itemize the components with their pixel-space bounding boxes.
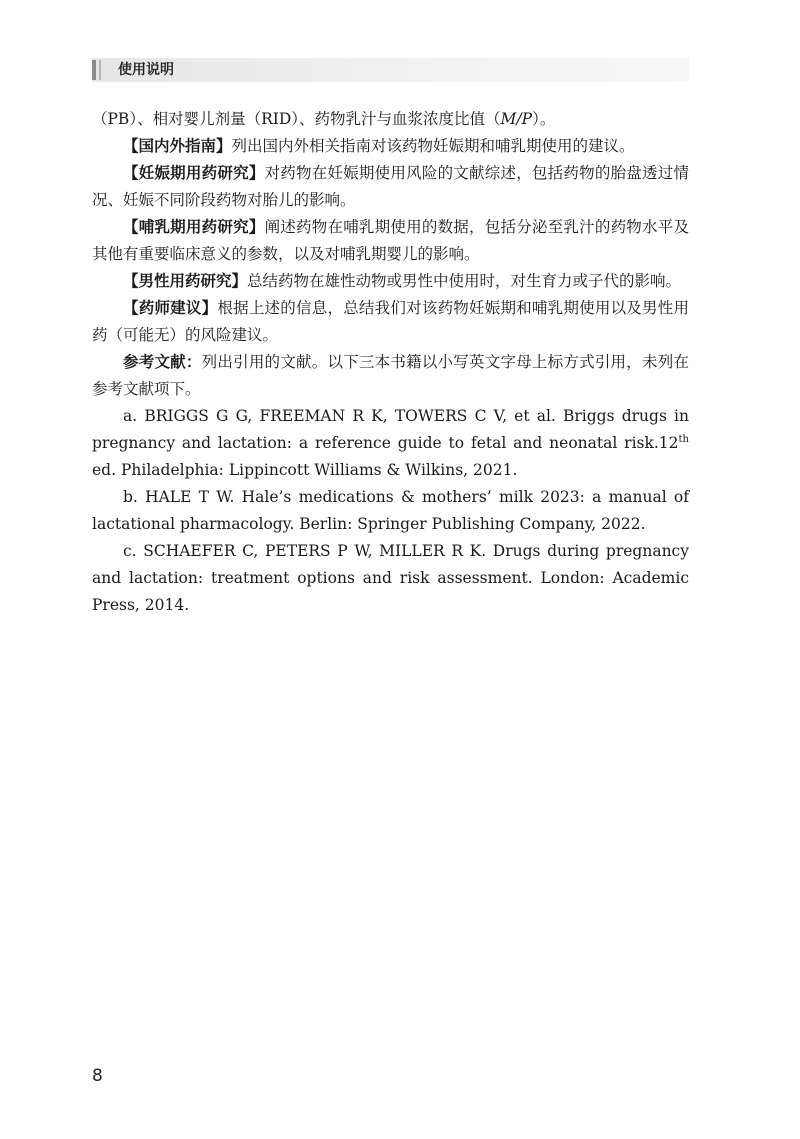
section-heading: 参考文献： [123,353,202,371]
header-title: 使用说明 [118,62,174,78]
section-heading: 【国内外指南】 [123,137,232,155]
section-heading: 【男性用药研究】 [123,272,248,290]
section-text: 列出引用的文献。以下三本书籍以小写英文字母上标方式引用，未列在参考文献项下。 [92,353,689,398]
section-pregnancy-study [92,160,689,214]
section-references-intro [92,349,689,403]
reference-c: c. SCHAEFER C, PETERS P W, MILLER R K. Drugs during pregnancy and lactation: treatment options and risk assessment. London: Academic Press, 2014. [92,542,689,614]
section-heading: 【哺乳期用药研究】 [123,218,265,236]
section-text: 阐述药物在哺乳期使用的数据，包括分泌至乳汁的药物水平及其他有重要临床意义的参数，以及对哺乳期婴儿的影响。 [92,218,689,263]
reference-a [92,403,689,484]
reference-b: b. HALE T W. Hale’s medications & mothers’ milk 2023: a manual of lactational pharmacology. Berlin: Springer Publishing Company, 2022. [92,488,689,533]
page-body [92,106,689,619]
paragraph-text: ）。 [532,110,556,128]
reference-text: a. BRIGGS G G, FREEMAN R K, TOWERS C V, et al. Briggs drugs in pregnancy and lactation: a reference guide to fetal and neonatal risk.12 [92,407,689,452]
section-text: 列出国内外相关指南对该药物妊娠期和哺乳期使用的建议。 [231,137,635,155]
section-pharmacist-advice [92,295,689,349]
section-guidelines [92,133,689,160]
section-heading: 【妊娠期用药研究】 [123,164,265,182]
section-text: 对药物在妊娠期使用风险的文献综述，包括药物的胎盘透过情况、妊娠不同阶段药物对胎儿的影响。 [92,164,689,209]
section-male-study [92,268,689,295]
header-bar-decoration-thin [99,60,101,80]
section-heading: 【药师建议】 [123,299,218,317]
paragraph-text: （PB）、相对婴儿剂量（RID）、药物乳汁与血浆浓度比值（ [92,110,501,128]
section-text: 总结药物在雄性动物或男性中使用时，对生育力或子代的影响。 [247,272,682,290]
reference-text: ed. Philadelphia: Lippincott Williams & Wilkins, 2021. [92,461,518,479]
header-bar-decoration [92,60,96,80]
running-header [92,58,689,82]
page-number: 8 [92,1066,103,1086]
ratio-abbreviation: M/P [500,110,533,128]
section-text: 根据上述的信息，总结我们对该药物妊娠期和哺乳期使用以及男性用药（可能无）的风险建议。 [92,299,689,344]
paragraph-continuation [92,106,689,133]
section-lactation-study [92,214,689,268]
edition-superscript: th [678,433,689,445]
